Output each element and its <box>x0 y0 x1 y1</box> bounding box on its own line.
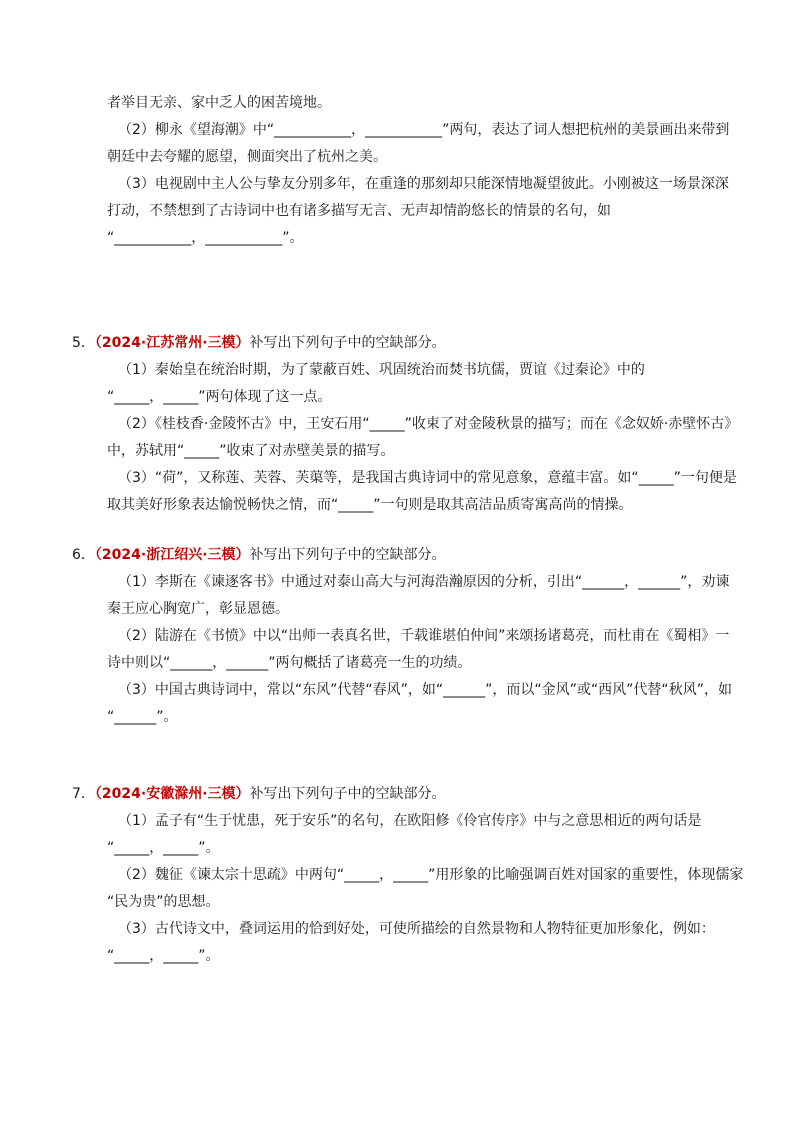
question-line: “民为贵”的思想。 <box>107 894 220 910</box>
question-header <box>72 784 446 804</box>
question-line: “______”。 <box>107 709 178 725</box>
question-stem: 补写出下列句子中的空缺部分。 <box>249 335 446 351</box>
question-number: 5． <box>72 335 95 351</box>
fragment-line: 打动，不禁想到了古诗词中也有诸多描写无言、无声却情韵悠长的情景的名句，如 <box>107 203 611 219</box>
fragment-line: “___________，___________”。 <box>107 230 304 246</box>
question-line: 取其美好形象表达愉悦畅快之情，而“_____”一句则是取其高洁品质寄寓高尚的情操。 <box>107 497 633 513</box>
fragment-line: 者举目无亲、家中乏人的困苦境地。 <box>107 95 331 111</box>
question-line: （2）陆游在《书愤》中以“出师一表真名世，千载谁堪伯仲间”来颂扬诸葛亮，而杜甫在《蜀相》一 <box>118 628 730 644</box>
question-header <box>72 545 446 565</box>
question-number: 6． <box>72 547 95 563</box>
question-source: （2024·安徽滁州·三模） <box>94 786 250 802</box>
question-number: 7． <box>72 786 95 802</box>
question-line: （1）李斯在《谏逐客书》中通过对泰山高大与河海浩瀚原因的分析，引出“______，______”，劝谏 <box>118 574 730 590</box>
question-header <box>72 333 446 353</box>
question-line: （1）秦始皇在统治时期，为了蒙蔽百姓、巩固统治而焚书坑儒，贾谊《过秦论》中的 <box>118 362 645 378</box>
fragment-line: 朝廷中去夸耀的愿望，侧面突出了杭州之美。 <box>107 149 387 165</box>
fragment-line: （3）电视剧中主人公与挚友分别多年，在重逢的那刻却只能深情地凝望彼此。小刚被这一场景深深 <box>118 176 729 192</box>
question-line: （3）古代诗文中，叠词运用的恰到好处，可使所描绘的自然景物和人物特征更加形象化，例如： <box>118 921 715 937</box>
question-line: （2）《桂枝香·金陵怀古》中，王安石用“_____”收束了对金陵秋景的描写；而在《念奴娇·赤壁怀古》 <box>118 416 739 432</box>
question-line: 中，苏轼用“_____”收束了对赤壁美景的描写。 <box>107 443 395 459</box>
question-source: （2024·浙江绍兴·三模） <box>94 547 250 563</box>
question-line: “_____，_____”两句体现了这一点。 <box>107 389 332 405</box>
question-stem: 补写出下列句子中的空缺部分。 <box>249 547 446 563</box>
question-line: （3）“荷”，又称莲、芙蓉、芙蕖等，是我国古典诗词中的常见意象，意蕴丰富。如“_____”一句便是 <box>118 470 737 486</box>
question-stem: 补写出下列句子中的空缺部分。 <box>249 786 446 802</box>
question-line: 秦王应心胸宽广，彰显恩德。 <box>107 601 289 617</box>
question-line: （1）孟子有“生于忧患，死于安乐”的名句，在欧阳修《伶官传序》中与之意思相近的两句话是 <box>118 813 702 829</box>
question-line: “_____，_____”。 <box>107 948 220 964</box>
question-line: 诗中则以“______，______”两句概括了诸葛亮一生的功绩。 <box>107 655 472 671</box>
fragment-line: （2）柳永《望海潮》中“___________，___________”两句，表达了词人想把杭州的美景画出来带到 <box>118 122 730 138</box>
question-line: （2）魏征《谏太宗十思疏》中两句“_____，_____”用形象的比喻强调百姓对国家的重要性，体现儒家 <box>118 867 744 883</box>
question-source: （2024·江苏常州·三模） <box>94 335 250 351</box>
question-line: （3）中国古典诗词中，常以“东风”代替“春风”，如“______”，而以“金风”或“西风”代替“秋风”，如 <box>118 682 732 698</box>
question-line: “_____，_____”。 <box>107 840 220 856</box>
